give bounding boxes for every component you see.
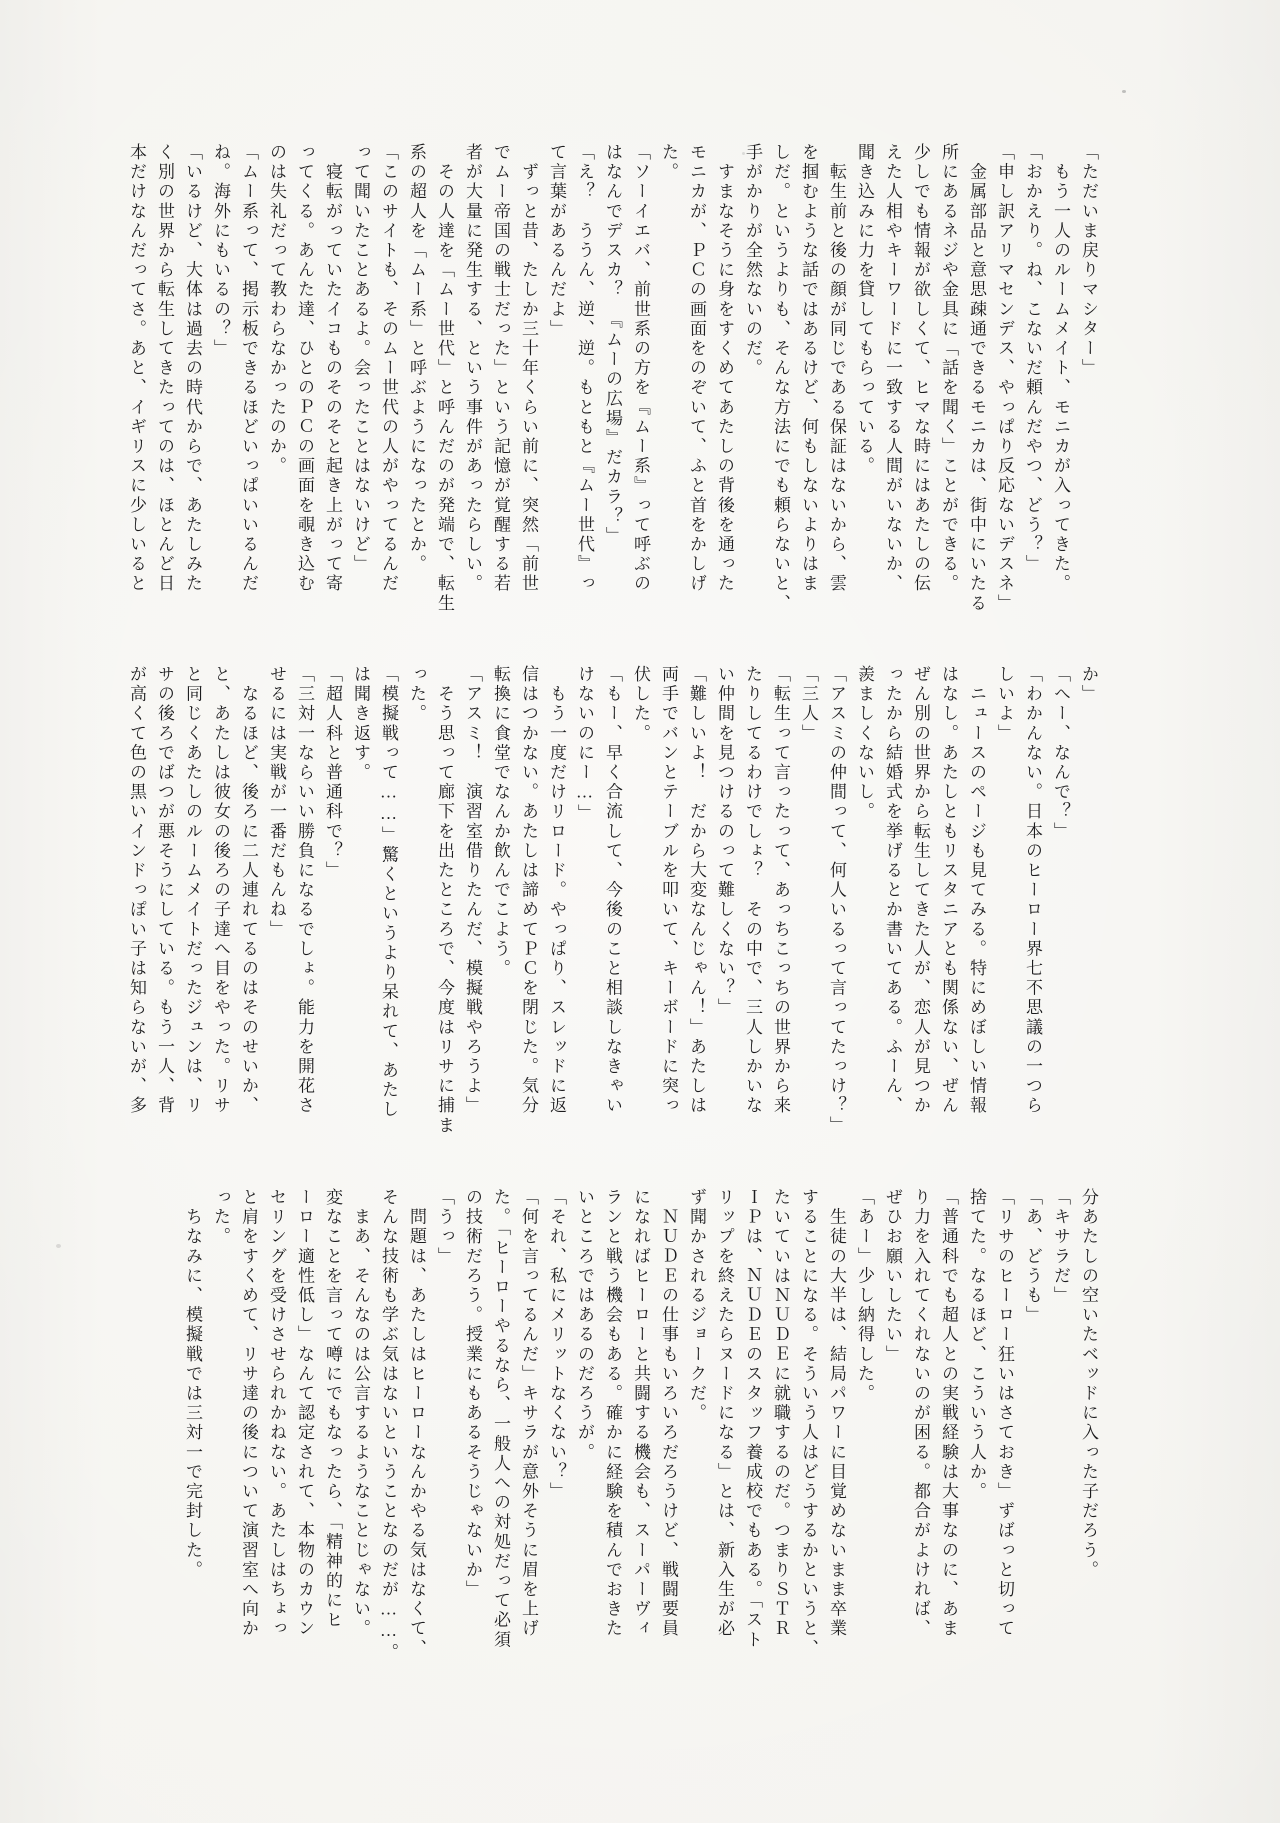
text-column: 「普通科でも超人との実戦経験は大事なのに、あま — [939, 1188, 958, 1639]
text-column: になればヒーローと共闘する機会も、スーパーヴィ — [631, 1188, 650, 1639]
text-column: もう一人のルームメイト、モニカが入ってきた。 — [1051, 143, 1070, 594]
text-column: でムー帝国の戦士だった」という記憶が覚醒する若 — [491, 143, 510, 594]
text-column: ちなみに、模擬戦では三対一で完封した。 — [183, 1188, 202, 1580]
text-column: 「わかんない。日本のヒーロー界七不思議の一つら — [1023, 665, 1042, 1116]
text-column: その人達を「ムー世代」と呼んだのが発端で、転生 — [435, 143, 454, 614]
text-block-middle — [112, 665, 1102, 1151]
text-column: 聞き込みに力を貸してもらっている。 — [855, 143, 874, 477]
text-column: することになる。そういう人はどうするかというと、 — [799, 1188, 818, 1659]
text-column: まあ、そんなのは公言するようなことじゃない。 — [351, 1188, 370, 1639]
text-column: 転換に食堂でなんか飲んでこよう。 — [491, 665, 510, 979]
text-column: 「もー、早く合流して、今後のこと相談しなきゃい — [603, 665, 622, 1116]
text-column: 少しでも情報が欲しくて、ヒマな時にはあたしの伝 — [911, 143, 930, 594]
text-column: 「あー」少し納得した。 — [855, 1188, 874, 1404]
text-column: の技術だろう。授業にもあるそうじゃないか」 — [463, 1188, 482, 1600]
text-column: ＩＰは、ＮＵＤＥのスタッフ養成校でもある。「スト — [743, 1188, 762, 1650]
text-column: ず聞かされるジョークだ。 — [687, 1188, 706, 1424]
text-column: 「いるけど、大体は過去の時代からで、あたしみた — [183, 143, 202, 594]
text-column: 寝転がっていたイコものそのそと起き上がって寄 — [323, 143, 342, 594]
scan-speck — [1122, 90, 1126, 93]
text-column: そう思って廊下を出たところで、今度はリサに捕ま — [435, 665, 454, 1136]
text-column: と肩をすくめて、リサ達の後について演習室へ向か — [239, 1188, 258, 1639]
text-column: しだ。というよりも、そんな方法にでも頼らないと、 — [771, 143, 790, 614]
text-column: 「リサのヒーロー狂いはさておき」ずばっと切って — [995, 1188, 1014, 1639]
text-column: けないのにー…」 — [575, 665, 594, 824]
text-column: 「転生って言ったって、あっちこっちの世界から来 — [771, 665, 790, 1116]
text-column: いところではあるのだろうが。 — [575, 1188, 594, 1463]
text-column: 金属部品と意思疎通できるモニカは、街中にいたる — [967, 143, 986, 614]
text-column: は聞き返す。 — [351, 665, 370, 783]
text-column: 「あ、どうも」 — [1023, 1188, 1042, 1326]
text-column: 系の超人を「ムー系」と呼ぶようになったとか。 — [407, 143, 426, 575]
text-column: 「ソーイエバ、前世系の方を『ムー系』って呼ぶの — [631, 143, 650, 594]
text-column: すまなそうに身をすくめてあたしの背後を通った — [715, 143, 734, 594]
text-column: ってくる。あんた達、ひとのＰＣの画面を覗き込む — [295, 143, 314, 594]
text-column: 羨ましくないし。 — [855, 665, 874, 822]
text-column: と、あたしは彼女の後ろの子達へ目をやった。リサ — [211, 665, 230, 1116]
text-column: 「え？ ううん、逆、逆。もともと『ムー世代』っ — [575, 143, 594, 594]
text-column: ーロー適性低し」なんて認定されて、本物のカウン — [295, 1188, 314, 1639]
text-block-top — [112, 143, 1102, 629]
text-column: く別の世界から転生してきたってのは、ほとんど日 — [155, 143, 174, 594]
text-column: はなんでデスカ？ 『ムーの広場』だカラ？」 — [603, 143, 622, 547]
text-column: せるには実戦が一番だもんね」 — [267, 665, 286, 940]
text-column: 問題は、あたしはヒーローなんかやる気はなくて、 — [407, 1188, 426, 1659]
text-column: モニカが、ＰＣの画面をのぞいて、ふと首をかしげ — [687, 143, 706, 594]
text-column: った。 — [211, 1188, 230, 1247]
text-column: 「このサイトも、そのムー世代の人がやってるんだ — [379, 143, 398, 594]
text-column: ずっと昔、たしか三十年くらい前に、突然「前世 — [519, 143, 538, 594]
text-column: 「三人」 — [799, 665, 818, 744]
text-column: を掴むような話ではあるけど、何もしないよりはま — [799, 143, 818, 594]
text-column: そんな技術も学ぶ気はないということなのだが……。 — [379, 1188, 398, 1663]
text-column: 「何を言ってるんだ」キサラが意外そうに眉を上げ — [519, 1188, 538, 1639]
text-column: 「ただいま戻りマシター」 — [1079, 143, 1098, 379]
text-column: ったから結婚式を挙げるとか書いてある。ふーん、 — [883, 665, 902, 1116]
text-column: えた人相やキーワードに一致する人間がいないか、 — [883, 143, 902, 594]
text-column: 信はつかない。あたしは諦めてＰＣを閉じた。気分 — [519, 665, 538, 1116]
text-column: 「アスミ！ 演習室借りたんだ、模擬戦やろうよ」 — [463, 665, 482, 1116]
text-column: 「おかえり。ね、こないだ頼んだやつ、どう？」 — [1023, 143, 1042, 575]
text-column: た。 — [659, 143, 678, 183]
text-column: たいていはＮＵＤＥに就職するのだ。つまりＳＴＲ — [771, 1188, 790, 1639]
text-column: もう一度だけリロード。やっぱり、スレッドに返 — [547, 665, 566, 1116]
text-column: 捨てた。なるほど、こういう人か。 — [967, 1188, 986, 1502]
text-column: ね。海外にもいるの？」 — [211, 143, 230, 359]
text-column: い仲間を見つけるのって難しくない？」 — [715, 665, 734, 1018]
text-column: 「へー、なんで？」 — [1051, 665, 1070, 842]
text-column: のは失礼だって教わらなかったのか。 — [267, 143, 286, 477]
text-column: 「うっ」 — [435, 1188, 454, 1267]
text-column: 本だけなんだってさ。あと、イギリスに少しいると — [127, 143, 146, 594]
text-column: ランと戦う機会もある。確かに経験を積んでおきた — [603, 1188, 622, 1639]
text-column: 所にあるネジや金具に「話を聞く」ことができる。 — [939, 143, 958, 594]
text-column: 手がかりが全然ないのだ。 — [743, 143, 762, 379]
text-column: なるほど、後ろに二人連れてるのはそのせいか、 — [239, 665, 258, 1116]
text-column: 両手でバンとテーブルを叩いて、キーボードに突っ — [659, 665, 678, 1116]
text-column: はなし。あたしともリスタニアとも関係ない、ぜん — [939, 665, 958, 1116]
text-column: ぜひお願いしたい」 — [883, 1188, 902, 1365]
text-column: 生徒の大半は、結局パワーに目覚めないまま卒業 — [827, 1188, 846, 1639]
text-column: 分あたしの空いたベッドに入った子だろう。 — [1079, 1188, 1098, 1580]
scan-speck — [742, 152, 745, 155]
text-column: って聞いたことあるよ。会ったことはないけど」 — [351, 143, 370, 575]
text-column: 伏した。 — [631, 665, 650, 744]
text-column: ニュースのページも見てみる。特にめぼしい情報 — [967, 665, 986, 1116]
text-column: と同じくあたしのルームメイトだったジュンは、リ — [183, 665, 202, 1116]
text-column: リップを終えたらヌードになる」とは、新入生が必 — [715, 1188, 734, 1639]
text-block-bottom — [112, 1188, 1102, 1674]
scan-speck — [306, 778, 309, 781]
text-column: 「ムー系って、掲示板できるほどいっぱいいるんだ — [239, 143, 258, 594]
text-column: 「それ、私にメリットなくない？」 — [547, 1188, 566, 1502]
text-column: か」 — [1079, 665, 1098, 705]
text-column: が高くて色の黒いインドっぽい子は知らないが、多 — [127, 665, 146, 1116]
text-column: 者が大量に発生する、という事件があったらしい。 — [463, 143, 482, 594]
text-column: 「アスミの仲間って、何人いるって言ってたっけ？」 — [827, 665, 846, 1136]
text-column: ぜん別の世界から転生してきた人が、恋人が見つか — [911, 665, 930, 1116]
text-column: たりしてるわけでしょ？ その中で、三人しかいな — [743, 665, 762, 1116]
text-column: った。 — [407, 665, 426, 724]
text-column: た。「ヒーローやるなら、一般人への対処だって必須 — [491, 1188, 510, 1650]
text-column: 「模擬戦って……」驚くというより呆れて、あたし — [379, 665, 398, 1120]
text-column: 「超人科と普通科で？」 — [323, 665, 342, 881]
text-column: 「申し訳アリマセンデス、やっぱり反応ないデスネ」 — [995, 143, 1014, 614]
text-column: セリングを受けさせられかねない。あたしはちょっ — [267, 1188, 286, 1639]
text-column: 転生前と後の顔が同じである保証はないから、雲 — [827, 143, 846, 594]
text-column: て言葉があるんだよ」 — [547, 143, 566, 339]
text-column: サの後ろでばつが悪そうにしている。もう一人、背 — [155, 665, 174, 1116]
text-column: 「難しいよ！ だから大変なんじゃん！」あたしは — [687, 665, 706, 1116]
scan-speck — [56, 1244, 61, 1248]
text-column: しいよ」 — [995, 665, 1014, 744]
text-column: り力を入れてくれないのが困る。都合がよければ、 — [911, 1188, 930, 1639]
text-column: ＮＵＤＥの仕事もいろいろだろうけど、戦闘要員 — [659, 1188, 678, 1639]
text-column: 「キサラだ」 — [1051, 1188, 1070, 1306]
text-column: 「三対一ならいい勝負になるでしょ。能力を開花さ — [295, 665, 314, 1116]
text-column: 変なことを言って噂にでもなったら、「精神的にヒ — [323, 1188, 342, 1631]
